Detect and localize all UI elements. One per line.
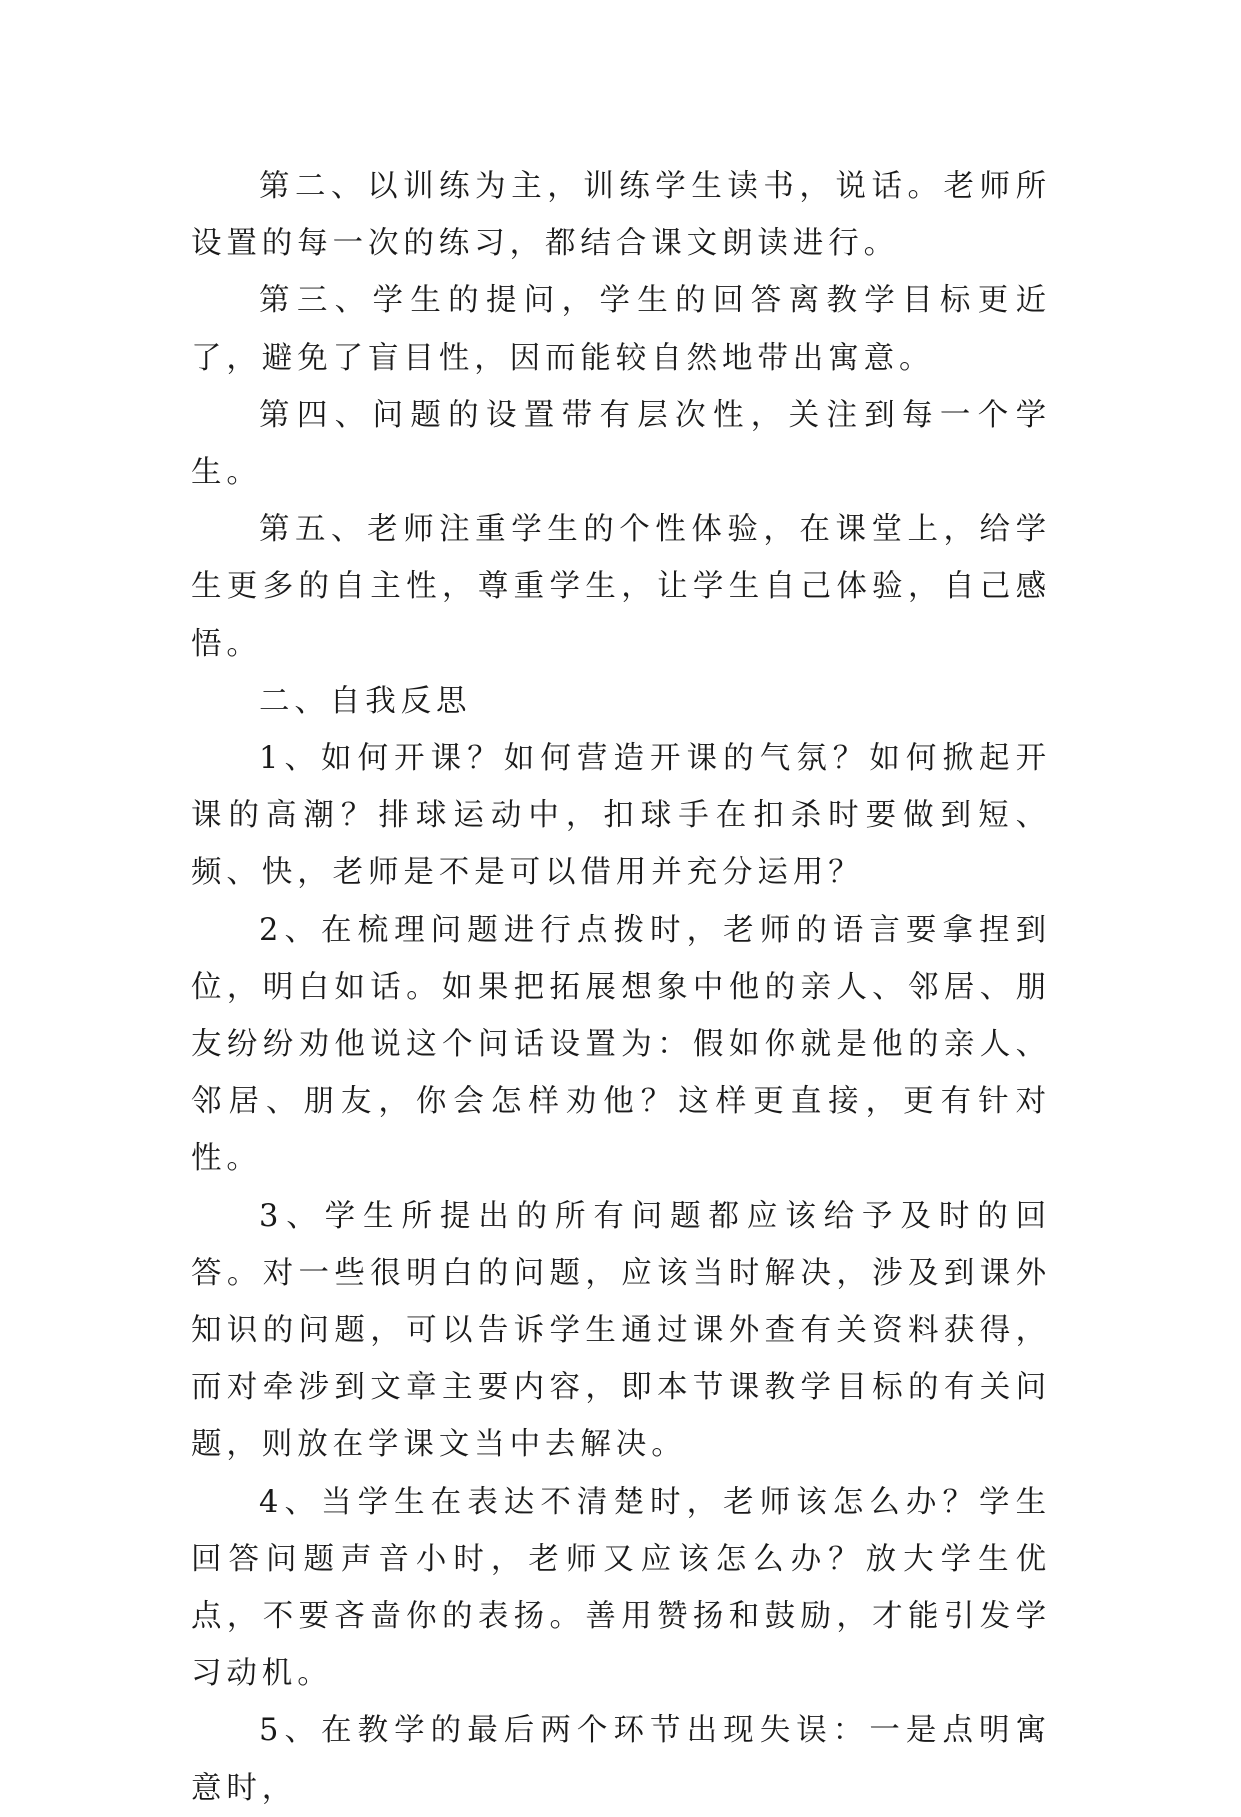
section-heading-self-reflection: 二、自我反思 xyxy=(259,683,472,719)
paragraph-reflection-4: 4、当学生在表达不清楚时，老师该怎么办？学生回答问题声音小时，老师又应该怎么办？放大学生优点，不要吝啬你的表扬。善用赞扬和鼓励，才能引发学习动机。 xyxy=(191,1484,1051,1692)
paragraph-reflection-3: 3、学生所提出的所有问题都应该给予及时的回答。对一些很明白的问题，应该当时解决，涉及到课外知识的问题，可以告诉学生通过课外查有关资料获得，而对牵涉到文章主要内容，即本节课教学目标的有关问题，则放在学课文当中去解决。 xyxy=(191,1198,1051,1463)
paragraph-point-four: 第四、问题的设置带有层次性，关注到每一个学生。 xyxy=(191,397,1051,491)
paragraph-reflection-5: 5、在教学的最后两个环节出现失误：一是点明寓意时， xyxy=(191,1713,1051,1806)
paragraph-point-two: 第二、以训练为主，训练学生读书，说话。老师所设置的每一次的练习，都结合课文朗读进行。 xyxy=(191,169,1051,262)
document-body xyxy=(191,158,1051,1817)
paragraph-reflection-2: 2、在梳理问题进行点拨时，老师的语言要拿捏到位，明白如话。如果把拓展想象中他的亲人、邻居、朋友纷纷劝他说这个问话设置为：假如你就是他的亲人、邻居、朋友，你会怎样劝他？这样更直接，更有针对性。 xyxy=(191,912,1051,1177)
paragraph-point-three: 第三、学生的提问，学生的回答离教学目标更近了，避免了盲目性，因而能较自然地带出寓意。 xyxy=(191,283,1051,376)
paragraph-point-five: 第五、老师注重学生的个性体验，在课堂上，给学生更多的自主性，尊重学生，让学生自己体验，自己感悟。 xyxy=(191,512,1051,662)
paragraph-reflection-1: 1、如何开课？如何营造开课的气氛？如何掀起开课的高潮？排球运动中，扣球手在扣杀时要做到短、频、快，老师是不是可以借用并充分运用？ xyxy=(191,741,1051,891)
